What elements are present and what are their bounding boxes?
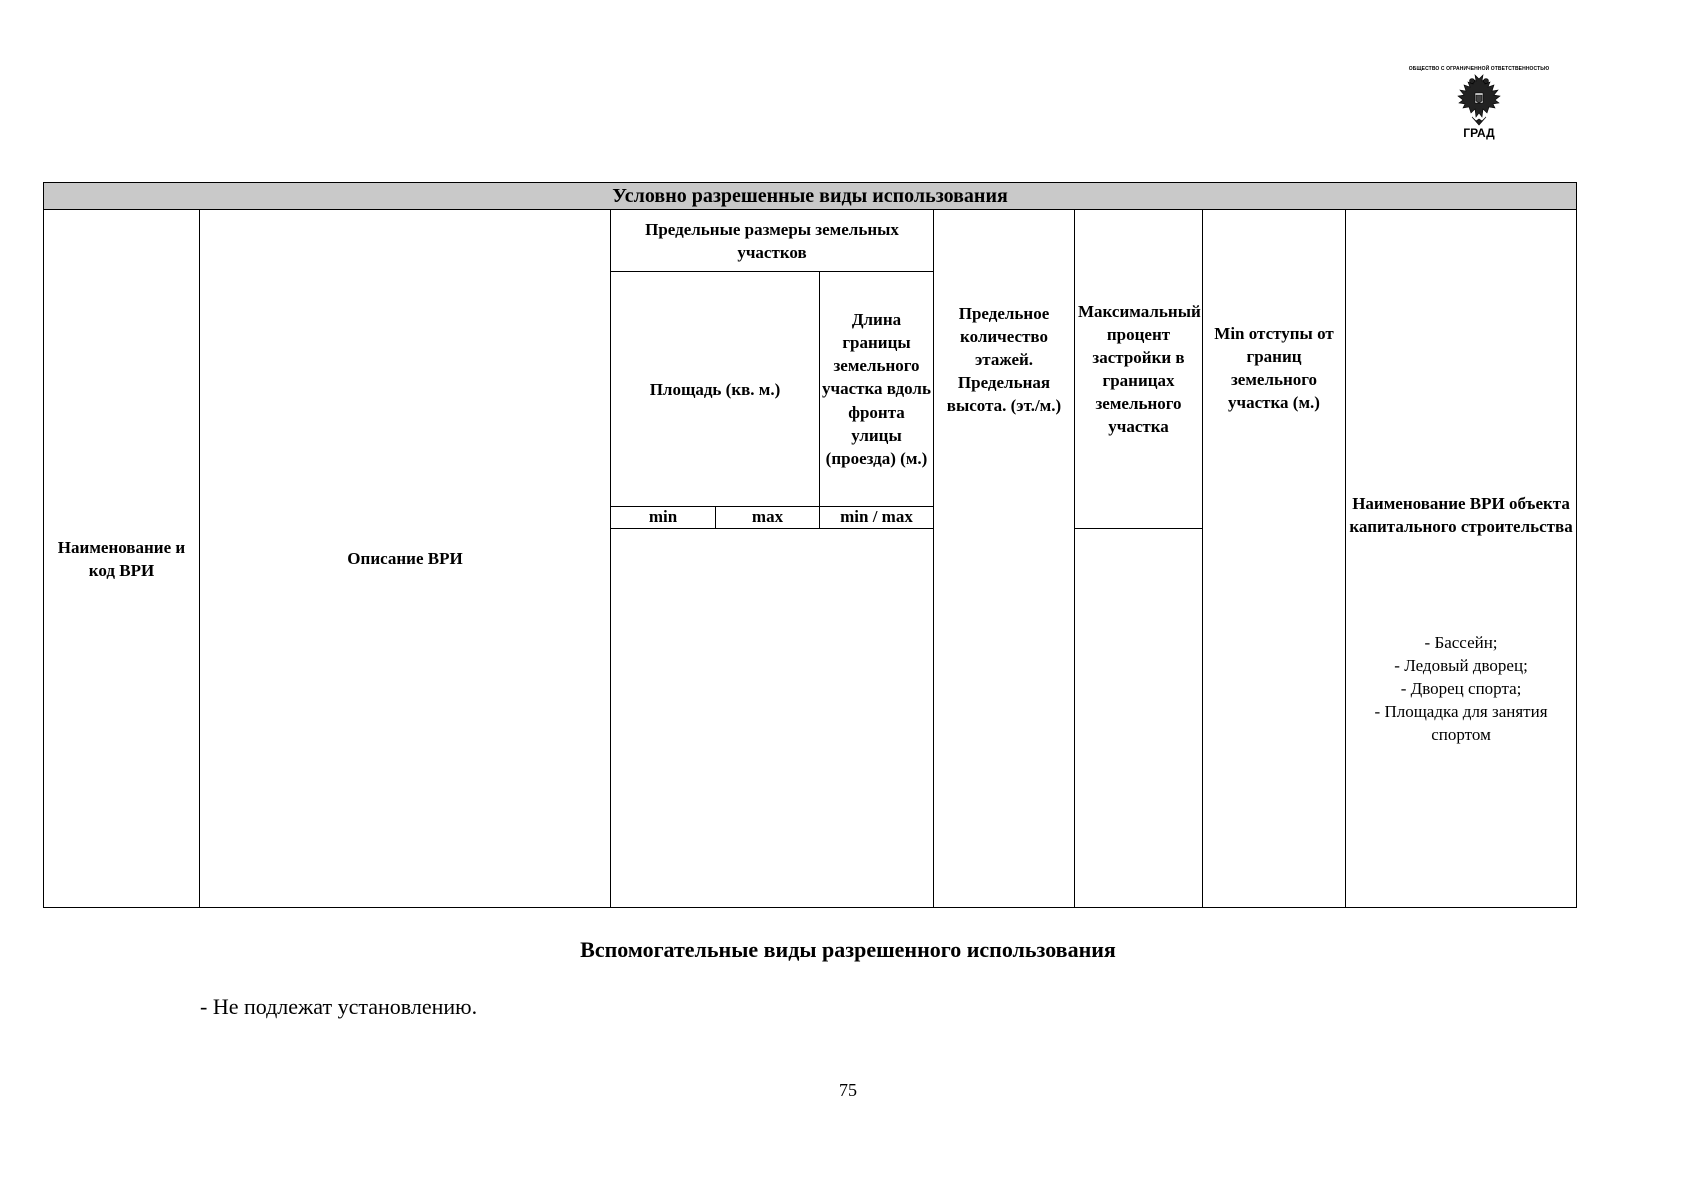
sizes-value-cell [611, 528, 934, 907]
header-area: Площадь (кв. м.) [611, 272, 820, 507]
table-title: Условно разрешенные виды использования [44, 183, 1577, 210]
header-name-code: Наименование и код ВРИ [44, 210, 200, 908]
header-object-name: Наименование ВРИ объекта капитального строительства [1349, 494, 1573, 537]
header-description: Описание ВРИ [200, 210, 611, 908]
object-item: - Дворец спорта; [1400, 679, 1522, 699]
logo-name: ГРАД [1463, 126, 1495, 140]
permitted-use-table [43, 182, 1577, 908]
header-boundary-minmax: min / max [820, 506, 934, 528]
object-item: - Бассейн; [1424, 633, 1498, 653]
max-percent-value-cell [1075, 528, 1203, 907]
header-limit-sizes: Предельные размеры земельных участков [611, 210, 934, 272]
header-area-min: min [611, 506, 716, 528]
object-item: - Площадка для занятия спортом [1374, 702, 1548, 745]
header-max-percent: Максимальный процент застройки в границах земельного участка [1075, 210, 1203, 529]
logo-org-text: ОБЩЕСТВО С ОГРАНИЧЕННОЙ ОТВЕТСТВЕННОСТЬЮ [1408, 66, 1550, 72]
object-item: - Ледовый дворец; [1394, 656, 1528, 676]
header-boundary-length: Длина границы земельного участка вдоль фронта улицы (проезда) (м.) [820, 272, 934, 507]
header-floors-height: Предельное количество этажей. Предельная высота. (эт./м.) [934, 210, 1075, 908]
capital-objects-cell [1346, 210, 1577, 908]
header-min-setbacks: Min отступы от границ земельного участка (м.) [1203, 210, 1346, 908]
auxiliary-uses-text: - Не подлежат установлению. [200, 994, 478, 1019]
double-headed-eagle-icon [1452, 73, 1506, 129]
company-logo [1394, 66, 1564, 156]
page-number: 75 [839, 1080, 857, 1100]
auxiliary-uses-heading: Вспомогательные виды разрешенного использования [580, 937, 1116, 962]
header-area-max: max [716, 506, 820, 528]
